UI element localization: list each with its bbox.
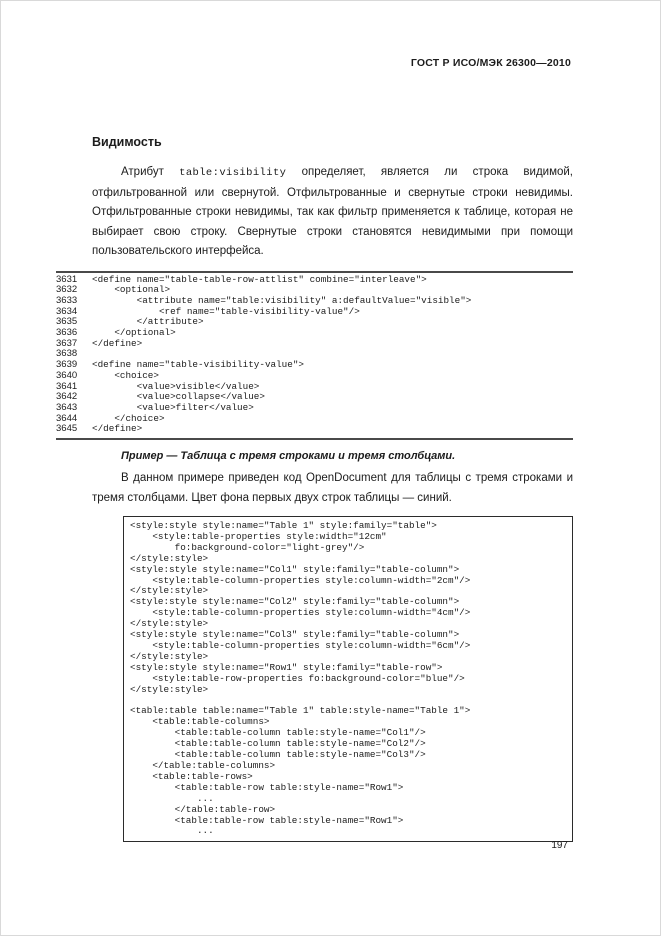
- schema-line-number: 3635: [56, 316, 78, 328]
- schema-line-text: <define name="table-table-row-attlist" combine="interleave">: [92, 273, 427, 285]
- example-code-line: <table:table-column table:style-name="Col3"/>: [130, 749, 426, 761]
- example-code-line: </style:style>: [130, 683, 209, 695]
- example-code-line: <style:table-column-properties style:column-width="4cm"/>: [130, 607, 471, 619]
- schema-line-number: 3639: [56, 359, 78, 371]
- example-code-line: </style:style>: [130, 618, 209, 630]
- schema-line-text: <value>filter</value>: [92, 401, 254, 413]
- schema-line-number: 3633: [56, 294, 78, 306]
- example-code-line: <style:style style:name="Row1" style:family="table-row">: [130, 661, 443, 673]
- schema-line-number: 3645: [56, 423, 78, 435]
- schema-line-number: 3644: [56, 412, 78, 424]
- example-code-box: [123, 516, 573, 842]
- example-code-line: <table:table-row table:style-name="Row1">: [130, 814, 404, 826]
- example-code-line: <table:table-column table:style-name="Col2"/>: [130, 738, 426, 750]
- schema-line-text: </define>: [92, 423, 143, 435]
- schema-line-number: 3636: [56, 327, 78, 339]
- example-code-line: <style:style style:name="Col1" style:family="table-column">: [130, 563, 460, 575]
- schema-line-text: <ref name="table-visibility-value"/>: [92, 305, 360, 317]
- example-code-line: </table:table-columns>: [130, 759, 276, 771]
- example-code-line: <style:table-column-properties style:column-width="6cm"/>: [130, 640, 471, 652]
- schema-line-text: <value>collapse</value>: [92, 391, 265, 403]
- intro-paragraph: [92, 163, 573, 262]
- example-code-line: <table:table table:name="Table 1" table:style-name="Table 1">: [130, 705, 471, 717]
- schema-code-line: [56, 339, 573, 350]
- example-code-line: <style:style style:name="Table 1" style:family="table">: [130, 520, 437, 532]
- example-code-line: <table:table-columns>: [130, 716, 270, 728]
- example-code-line: <style:table-properties style:width="12cm": [130, 530, 387, 542]
- example-code-line: </table:table-row>: [130, 803, 276, 815]
- example-code-line: </style:style>: [130, 585, 209, 597]
- example-code-line: <style:style style:name="Col3" style:family="table-column">: [130, 629, 460, 641]
- example-code-line: <style:table-row-properties fo:background-color="blue"/>: [130, 672, 465, 684]
- example-paragraph: В данном примере приведен код OpenDocument для таблицы с тремя строками и тремя столбцами. Цвет фона первых двух строк таблицы — синий.: [92, 472, 573, 504]
- schema-line-number: 3641: [56, 380, 78, 392]
- schema-line-text: <define name="table-visibility-value">: [92, 359, 305, 371]
- section-heading: Видимость: [92, 135, 162, 149]
- example-code-line: <table:table-column table:style-name="Col1"/>: [130, 727, 426, 739]
- schema-line-text: </optional>: [92, 327, 176, 339]
- intro-paragraph-after: определяет, является ли строка видимой, отфильтрованной или свернутой. Отфильтрованные и свернутые строки невидимы. Отфильтрованные строки невидимы, так как фильтр применяется к таблице, которая не выбирает свою строку. Свернутые строки становятся невидимыми при помощи пользовательского интерфейса.: [92, 166, 574, 257]
- schema-line-text: <attribute name="table:visibility" a:defaultValue="visible">: [92, 294, 472, 306]
- schema-line-number: 3643: [56, 401, 78, 413]
- example-code-line: </style:style>: [130, 552, 209, 564]
- schema-line-number: 3632: [56, 284, 78, 296]
- example-code-line: <style:table-column-properties style:column-width="2cm"/>: [130, 574, 471, 586]
- schema-code-line: [56, 371, 573, 382]
- example-heading: Пример — Таблица с тремя строками и тремя столбцами.: [121, 450, 456, 463]
- schema-line-number: 3642: [56, 391, 78, 403]
- page-number: 197: [551, 840, 568, 851]
- schema-line-number: 3637: [56, 337, 78, 349]
- example-code-line: </style:style>: [130, 650, 209, 662]
- example-code-line: <table:table-row table:style-name="Row1">: [130, 781, 404, 793]
- intro-paragraph-before: Атрибут: [121, 166, 164, 178]
- schema-line-number: 3631: [56, 273, 78, 285]
- schema-code-line: [56, 296, 573, 307]
- schema-line-text: <choice>: [92, 369, 159, 381]
- page-content: [56, 135, 574, 842]
- schema-line-text: </choice>: [92, 412, 165, 424]
- schema-code-block: [56, 271, 573, 441]
- example-code-line: ...: [130, 792, 214, 804]
- schema-line-number: 3638: [56, 348, 78, 360]
- example-code-line: <style:style style:name="Col2" style:family="table-column">: [130, 596, 460, 608]
- schema-line-text: <optional>: [92, 284, 171, 296]
- schema-code-line: [56, 424, 573, 435]
- schema-line-text: </attribute>: [92, 316, 204, 328]
- document-header-title: ГОСТ Р ИСО/МЭК 26300—2010: [410, 57, 571, 69]
- schema-line-number: 3640: [56, 369, 78, 381]
- inline-code-attribute: table:visibility: [179, 167, 287, 179]
- schema-line-text: <value>visible</value>: [92, 380, 260, 392]
- example-code-line: <table:table-rows>: [130, 770, 253, 782]
- example-code-line: ...: [130, 825, 214, 837]
- schema-line-number: 3634: [56, 305, 78, 317]
- example-code-line: fo:background-color="light-grey"/>: [130, 541, 365, 553]
- schema-line-text: </define>: [92, 337, 143, 349]
